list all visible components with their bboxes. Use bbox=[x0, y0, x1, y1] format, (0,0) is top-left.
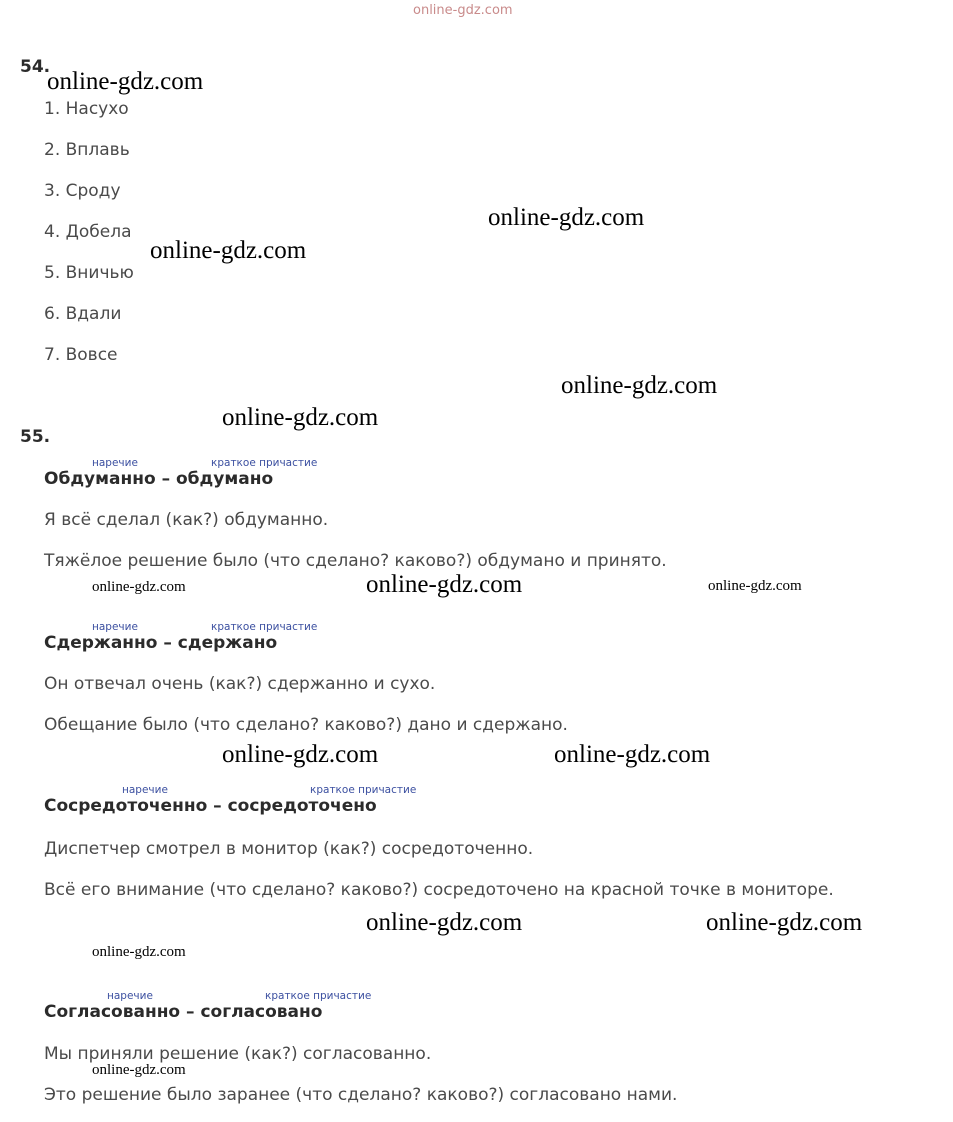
exercise-number-54: 54. bbox=[20, 57, 51, 77]
label-short-participle: краткое причастие bbox=[265, 990, 372, 1002]
list-item: 4. Добела bbox=[44, 222, 132, 242]
watermark: online-gdz.com bbox=[92, 944, 186, 960]
example-sentence: Обещание было (что сделано? каково?) дано и сдержано. bbox=[44, 715, 568, 735]
word-pair-heading: Обдуманно – обдумано bbox=[44, 469, 274, 489]
label-adverb: наречие bbox=[92, 457, 138, 469]
watermark: online-gdz.com bbox=[366, 909, 523, 936]
exercise-number-55: 55. bbox=[20, 427, 51, 447]
label-adverb: наречие bbox=[92, 621, 138, 633]
list-item: 1. Насухо bbox=[44, 99, 129, 119]
example-sentence: Тяжёлое решение было (что сделано? каково?) обдумано и принято. bbox=[44, 551, 667, 571]
example-sentence: Диспетчер смотрел в монитор (как?) сосредоточенно. bbox=[44, 839, 534, 859]
list-item: 6. Вдали bbox=[44, 304, 122, 324]
label-adverb: наречие bbox=[107, 990, 153, 1002]
label-short-participle: краткое причастие bbox=[211, 621, 318, 633]
example-sentence: Я всё сделал (как?) обдуманно. bbox=[44, 510, 329, 530]
word-pair-heading: Согласованно – согласовано bbox=[44, 1002, 323, 1022]
watermark: online-gdz.com bbox=[222, 404, 379, 431]
watermark: online-gdz.com bbox=[92, 1062, 186, 1078]
example-sentence: Это решение было заранее (что сделано? каково?) согласовано нами. bbox=[44, 1085, 678, 1105]
watermark: online-gdz.com bbox=[554, 741, 711, 768]
label-short-participle: краткое причастие bbox=[310, 784, 417, 796]
word-pair-heading: Сосредоточенно – сосредоточено bbox=[44, 796, 377, 816]
example-sentence: Мы приняли решение (как?) согласованно. bbox=[44, 1044, 432, 1064]
watermark: online-gdz.com bbox=[366, 571, 523, 598]
watermark: online-gdz.com bbox=[92, 579, 186, 595]
list-item: 5. Вничью bbox=[44, 263, 134, 283]
watermark: online-gdz.com bbox=[222, 741, 379, 768]
list-item: 2. Вплавь bbox=[44, 140, 130, 160]
watermark: online-gdz.com bbox=[47, 68, 204, 95]
example-sentence: Всё его внимание (что сделано? каково?) сосредоточено на красной точке в мониторе. bbox=[44, 880, 834, 900]
watermark: online-gdz.com bbox=[708, 578, 802, 594]
watermark: online-gdz.com bbox=[150, 237, 307, 264]
label-adverb: наречие bbox=[122, 784, 168, 796]
watermark: online-gdz.com bbox=[561, 372, 718, 399]
watermark: online-gdz.com bbox=[413, 3, 513, 18]
word-pair-heading: Сдержанно – сдержано bbox=[44, 633, 278, 653]
watermark: online-gdz.com bbox=[706, 909, 863, 936]
label-short-participle: краткое причастие bbox=[211, 457, 318, 469]
watermark: online-gdz.com bbox=[488, 204, 645, 231]
list-item: 7. Вовсе bbox=[44, 345, 118, 365]
example-sentence: Он отвечал очень (как?) сдержанно и сухо. bbox=[44, 674, 436, 694]
list-item: 3. Сроду bbox=[44, 181, 121, 201]
